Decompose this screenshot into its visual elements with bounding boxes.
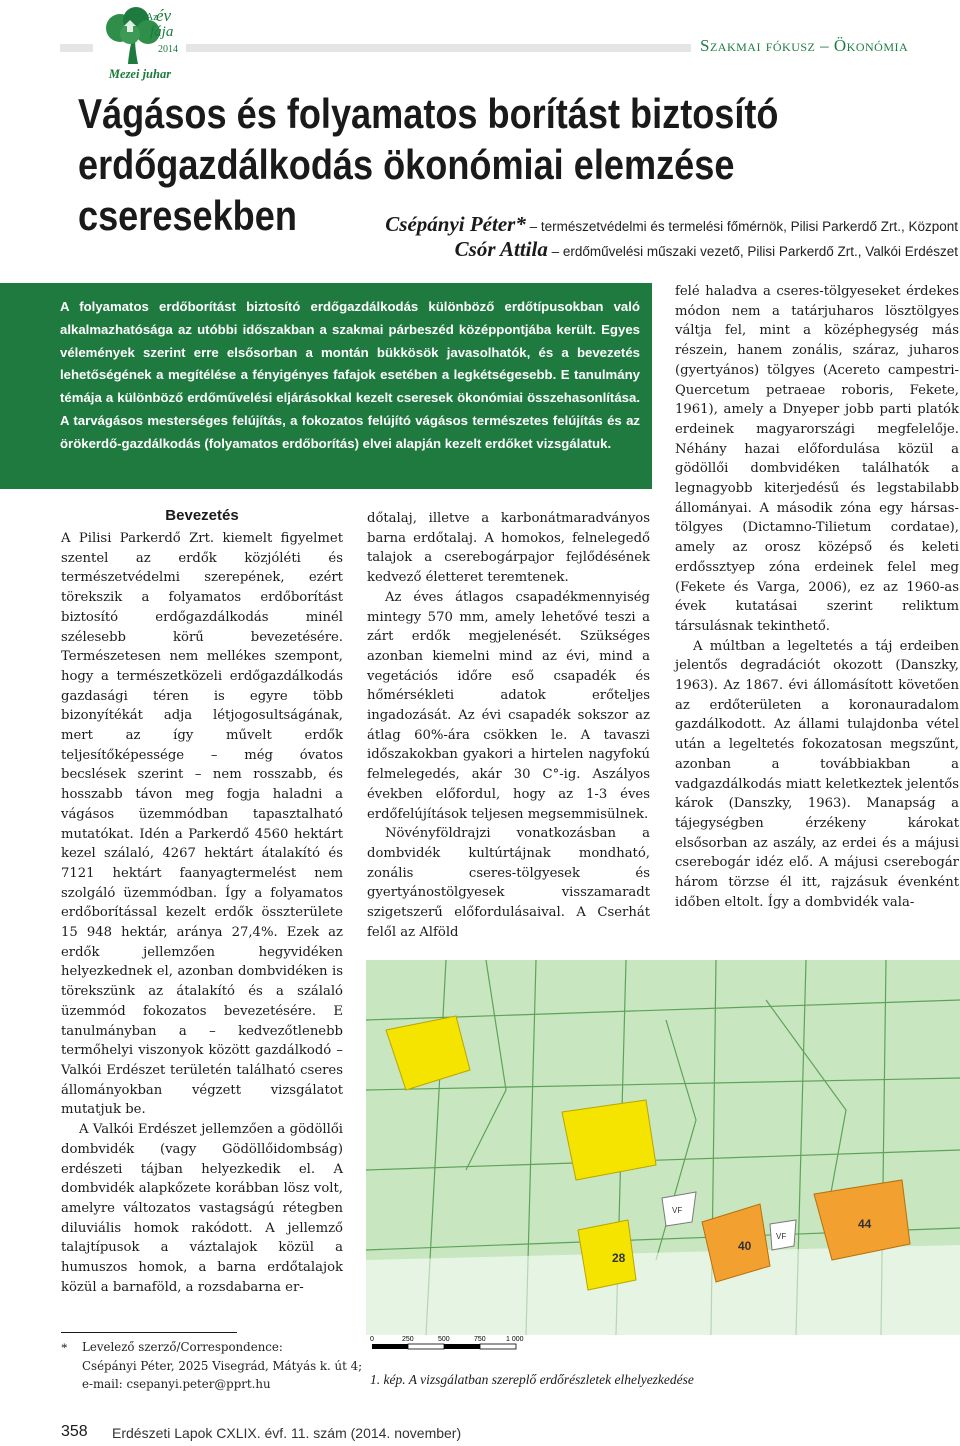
yellow-compartment	[562, 1100, 656, 1180]
abstract-text: A folyamatos erdőborítást biztosító erdőgazdálkodás különböző erdőtípusokban való alkalmazhatósága az utóbbi időszakban a szakmai párbeszéd középpontjába került. Egyes vélemények szerint erre elsősorban a montán bükkösök javasolhatók, és a bevezetés lehetőségének a megítélése a fényigényes fafajok esetében a legkétségesebb. E tanulmány témája a különböző erdőművelési eljárásokkal kezelt cseresek ökonómiai összehasonlítása. A tarvágásos mesterséges felújítás, a fokozatos felújító vágásos természetes felújítás és az örökerdő-gazdálkodás (folyamatos erdőborítás) elvei alapján kezelt erdőket vizsgálatuk.	[60, 299, 640, 451]
author-line-2	[258, 237, 958, 262]
author-line-1	[258, 212, 958, 237]
paragraph: A Valkói Erdészet jellemzően a gödöllői dombvidék (vagy Gödöllőidombság) erdészeti tájban helyezkedik el. A dombvidék alapkőzete korábban lösz volt, amelyre változatos vastagságú rétegben diluviális homok rakódott. A jellemző talajtípusok a váztalajok közül a humuszos homok, a barna erdőtalajok közül a barnaföld, a rozsdabarna er-	[61, 1122, 343, 1295]
compartment-28	[578, 1220, 636, 1290]
paragraph: Az éves átlagos csapadékmennyiség mintegy 570 mm, amely lehetővé teszi a zárt erdők megjelenését. Szükséges azonban kiemelni mind az évi, mind a vegetációs időre eső csapadék és hőmérsékleti adatok erőteljes ingadozását. Az évi csapadék sokszor az átlag 60%-ára csökken le. A tavaszi időszakokban gyakori a hirtelen nagyfokú felmelegedés, akár 30 C°-ig. Aszályos években előfordul, hogy az 1-3 éves erdőfelújítások teljesen megsemmisülnek.	[367, 589, 650, 822]
logo-year-text: 2014	[158, 44, 178, 55]
scale-tick: 500	[438, 1336, 450, 1343]
abstract-box	[0, 283, 652, 489]
footnote-email[interactable]: e-mail: csepanyi.peter@pprt.hu	[82, 1377, 271, 1391]
body-column-1	[61, 529, 343, 1297]
footnote-line: Levelező szerző/Correspondence:	[82, 1340, 283, 1354]
logo-small-text: Az	[146, 12, 158, 23]
section-heading: Bevezetés	[165, 507, 239, 524]
section-title: Szakmai fókusz – Ökonómia	[700, 36, 909, 55]
footnote	[82, 1338, 363, 1394]
journal-reference: Erdészeti Lapok CXLIX. évf. 11. szám (2014. november)	[112, 1425, 462, 1441]
footnote-line: Csépányi Péter, 2025 Visegrád, Mátyás k. út 4;	[82, 1358, 363, 1373]
paragraph: A Pilisi Parkerdő Zrt. kiemelt figyelmet szentel az erdők közjóléti és természetvédelmi szerepének, ezért törekszik a folyamatos erdőborítást biztosító erdőgazdálkodás minél szélesebb körű bevezetésére. Természetesen nem mellékes szempont, hogy a természetközeli erdőgazdálkodás gazdasági téren is egyre több bizonyítékát adja létjogosultságának, mert az így művelt erdők teljesítőképessége – még óvatos becslések szerint – nem rosszabb, és hosszabb távon meg fogja haladni a vágásos üzemmódban tapasztalható mutatókat. Idén a Parkerdő 4560 hektárt kezel szálaló, 4267 hektárt átalakító és 7121 hektárt faanyagtermelést nem szolgáló üzemmódban. Így a folyamatos erdőborítással kezelt erdők összterülete 15 948 hektár, aránya 27,4%. Ezek az erdők jellemzően hegyvidéken helyezkednek el, azonban dombvidéken is törekszünk az átalakító és a szálaló üzemmód fokozatos bevezetésére. E tanulmányban a – kedvezőtlenebb termőhelyi viszonyok között gazdálkodó – Valkói Erdészet területén található cseres állományokban végzett vizsgálatot mutatjuk be.	[61, 531, 343, 1118]
map-label-vf: VF	[776, 1232, 787, 1241]
author-role: – erdőművelési műszaki vezető, Pilisi Parkerdő Zrt., Valkói Erdészet	[547, 244, 958, 259]
map-label-28: 28	[612, 1251, 626, 1265]
footnote-rule	[61, 1332, 237, 1333]
header-rule	[186, 44, 691, 52]
logo-faja-text: fája	[150, 24, 174, 40]
body-column-3	[675, 282, 959, 913]
scale-tick: 750	[474, 1336, 486, 1343]
map-label-40: 40	[738, 1239, 752, 1253]
map-label-vf: VF	[672, 1206, 683, 1215]
paragraph: felé haladva a cseres-tölgyeseket érdekes módon nem a tatárjuharos lösztölgyes váltja fel, mint a középhegység más részein, hanem zonális, száraz, juharos (gyertyános) tölgyes (Acereto campestri-Quercetum petraeae roboris, Fekete, 1961), amely a Dnyeper jobb parti platók erdeinek magyarországi megfelelője. Néhány hazai előfordulása közül a gödöllői dombvidéken találhatók a legnagyobb kiterjedésű és legstabilabb állományai. A második zóna egy hársas-tölgyes (Dictamno-Tilietum cordatae), amely az orosz középső és keleti erdőssztyep zóna erdeinek felel meg (Fekete és Varga, 2006), ez az 1960-as évek kutatásai szerint reliktum társulásnak tekinthető.	[675, 284, 959, 634]
logo-caption: Mezei juhar	[108, 67, 172, 81]
year-tree-logo	[98, 6, 178, 76]
page-number: 358	[61, 1423, 88, 1440]
scale-tick: 0	[370, 1336, 374, 1343]
scale-tick: 1 000	[506, 1336, 524, 1343]
body-column-2	[367, 509, 650, 942]
header-rule-left	[60, 44, 93, 52]
forest-map	[366, 960, 960, 1372]
forest-map-figure	[366, 960, 960, 1372]
paragraph: Növényföldrajzi vonatkozásban a dombvidék kultúrtájnak mondható, zonális cseres-tölgyesek és gyertyánostölgyesek visszamaradt szigetszerű előfordulásaival. A Cserhát felől az Alföld	[367, 826, 650, 940]
article-title: Vágásos és folyamatos borítást biztosító erdőgazdálkodás ökonómiai elemzése cseresekben	[78, 90, 779, 239]
author-role: – természetvédelmi és termelési főmérnök, Pilisi Parkerdő Zrt., Központ	[525, 219, 958, 234]
figure-caption: 1. kép. A vizsgálatban szereplő erdőrészletek elhelyezkedése	[370, 1372, 694, 1387]
paragraph: A múltban a legeltetés a táj erdeiben jelentős degradációt okozott (Danszky, 1963). Az 1867. évi állomásított követően az erdőterületen a koronauradalom gazdálkodott. Az állami tulajdonba vétel után a legeltetés fokozatosan megszűnt, azonban a továbbiakban a vadgazdálkodás miatt keletkeztek jelentős károk (Danszky, 1963). Manapság a tájegységben érzékeny károkat elsősorban az aszály, az erdei és a májusi cserebogár idéz elő. A májusi cserebogár három törzse él itt, rajzásuk évenként időben eltolt. Így a dombvidék vala-	[675, 638, 959, 910]
open-area	[366, 1245, 960, 1335]
scale-tick: 250	[402, 1336, 414, 1343]
author-name: Csór Attila	[454, 237, 548, 261]
logo-ev-text: év	[156, 6, 172, 25]
map-label-44: 44	[858, 1217, 872, 1231]
author-name: Csépányi Péter*	[385, 212, 526, 236]
footnote-marker: *	[61, 1340, 68, 1355]
paragraph: dőtalaj, illetve a karbonátmaradványos barna erdőtalaj. A homokos, felnelegedő talajok a cserebogárpajor fejlődésének kedvező életteret teremtenek.	[367, 511, 650, 586]
